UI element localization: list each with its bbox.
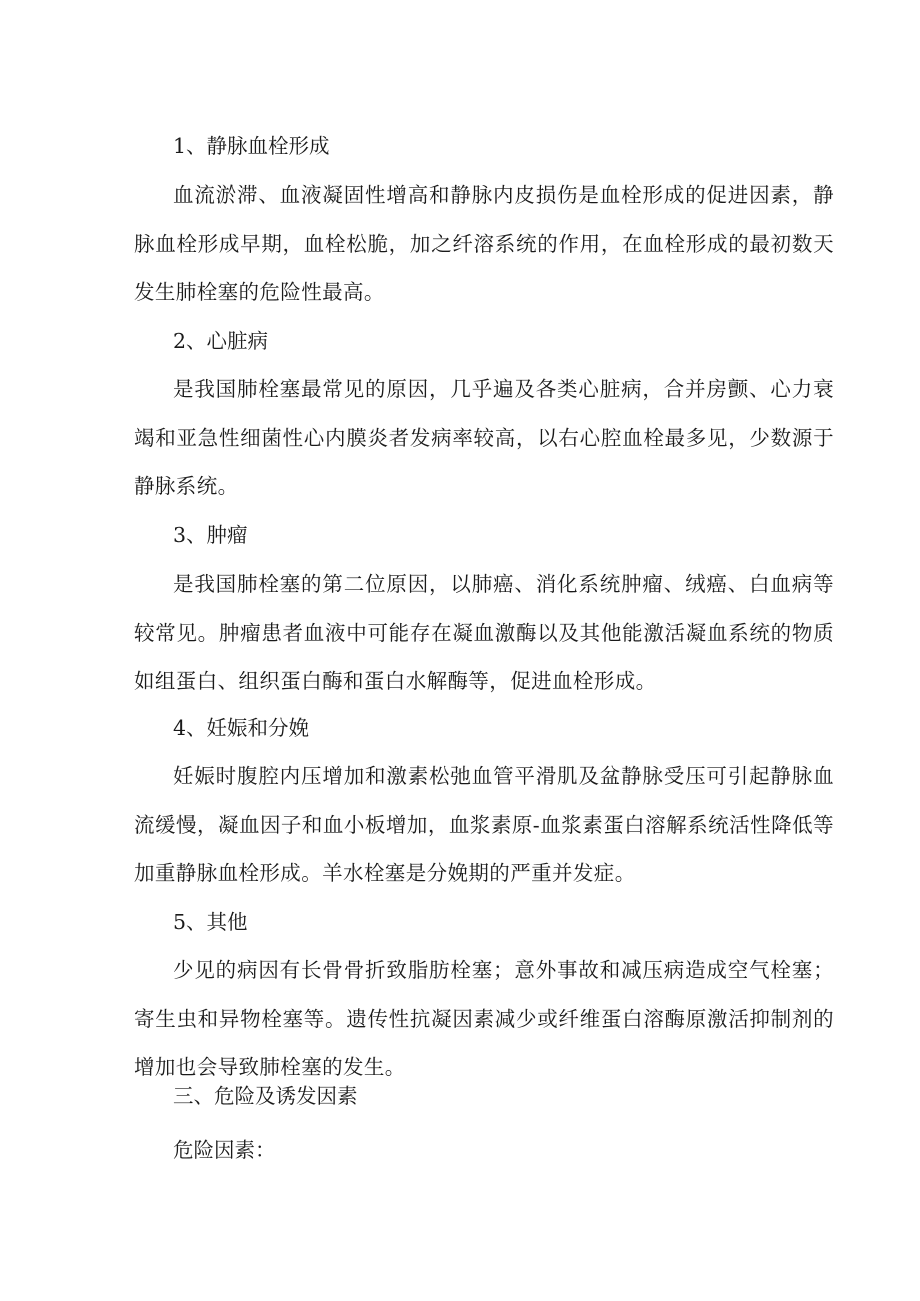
section-2-heading: 2、心脏病 (173, 329, 269, 353)
section-3-body: 是我国肺栓塞的第二位原因，以肺癌、消化系统肿瘤、绒癌、白血病等较常见。肿瘤患者血液中可能存在凝血激酶以及其他能激活凝血系统的物质如组蛋白、组织蛋白酶和蛋白水解酶等，促进血栓形成。 (134, 572, 834, 693)
section-4-heading: 4、妊娠和分娩 (173, 716, 310, 740)
section-1-body: 血流淤滞、血液凝固性增高和静脉内皮损伤是血栓形成的促进因素，静脉血栓形成早期，血栓松脆，加之纤溶系统的作用，在血栓形成的最初数天发生肺栓塞的危险性最高。 (134, 183, 834, 304)
risk-factors-label: 危险因素： (173, 1138, 276, 1162)
section-5-heading: 5、其他 (173, 910, 248, 934)
section-4-body: 妊娠时腹腔内压增加和激素松弛血管平滑肌及盆静脉受压可引起静脉血流缓慢，凝血因子和血小板增加，血浆素原-血浆素蛋白溶解系统活性降低等加重静脉血栓形成。羊水栓塞是分娩期的严重并发症。 (134, 764, 834, 885)
section-1-heading: 1、静脉血栓形成 (173, 134, 330, 158)
chapter-heading: 三、危险及诱发因素 (173, 1084, 358, 1108)
section-2-body: 是我国肺栓塞最常见的原因，几乎遍及各类心脏病，合并房颤、心力衰竭和亚急性细菌性心内膜炎者发病率较高，以右心腔血栓最多见，少数源于静脉系统。 (134, 377, 834, 498)
section-5-body: 少见的病因有长骨骨折致脂肪栓塞；意外事故和减压病造成空气栓塞；寄生虫和异物栓塞等。遗传性抗凝因素减少或纤维蛋白溶酶原激活抑制剂的增加也会导致肺栓塞的发生。 (134, 958, 834, 1079)
section-3-heading: 3、肿瘤 (173, 523, 248, 547)
